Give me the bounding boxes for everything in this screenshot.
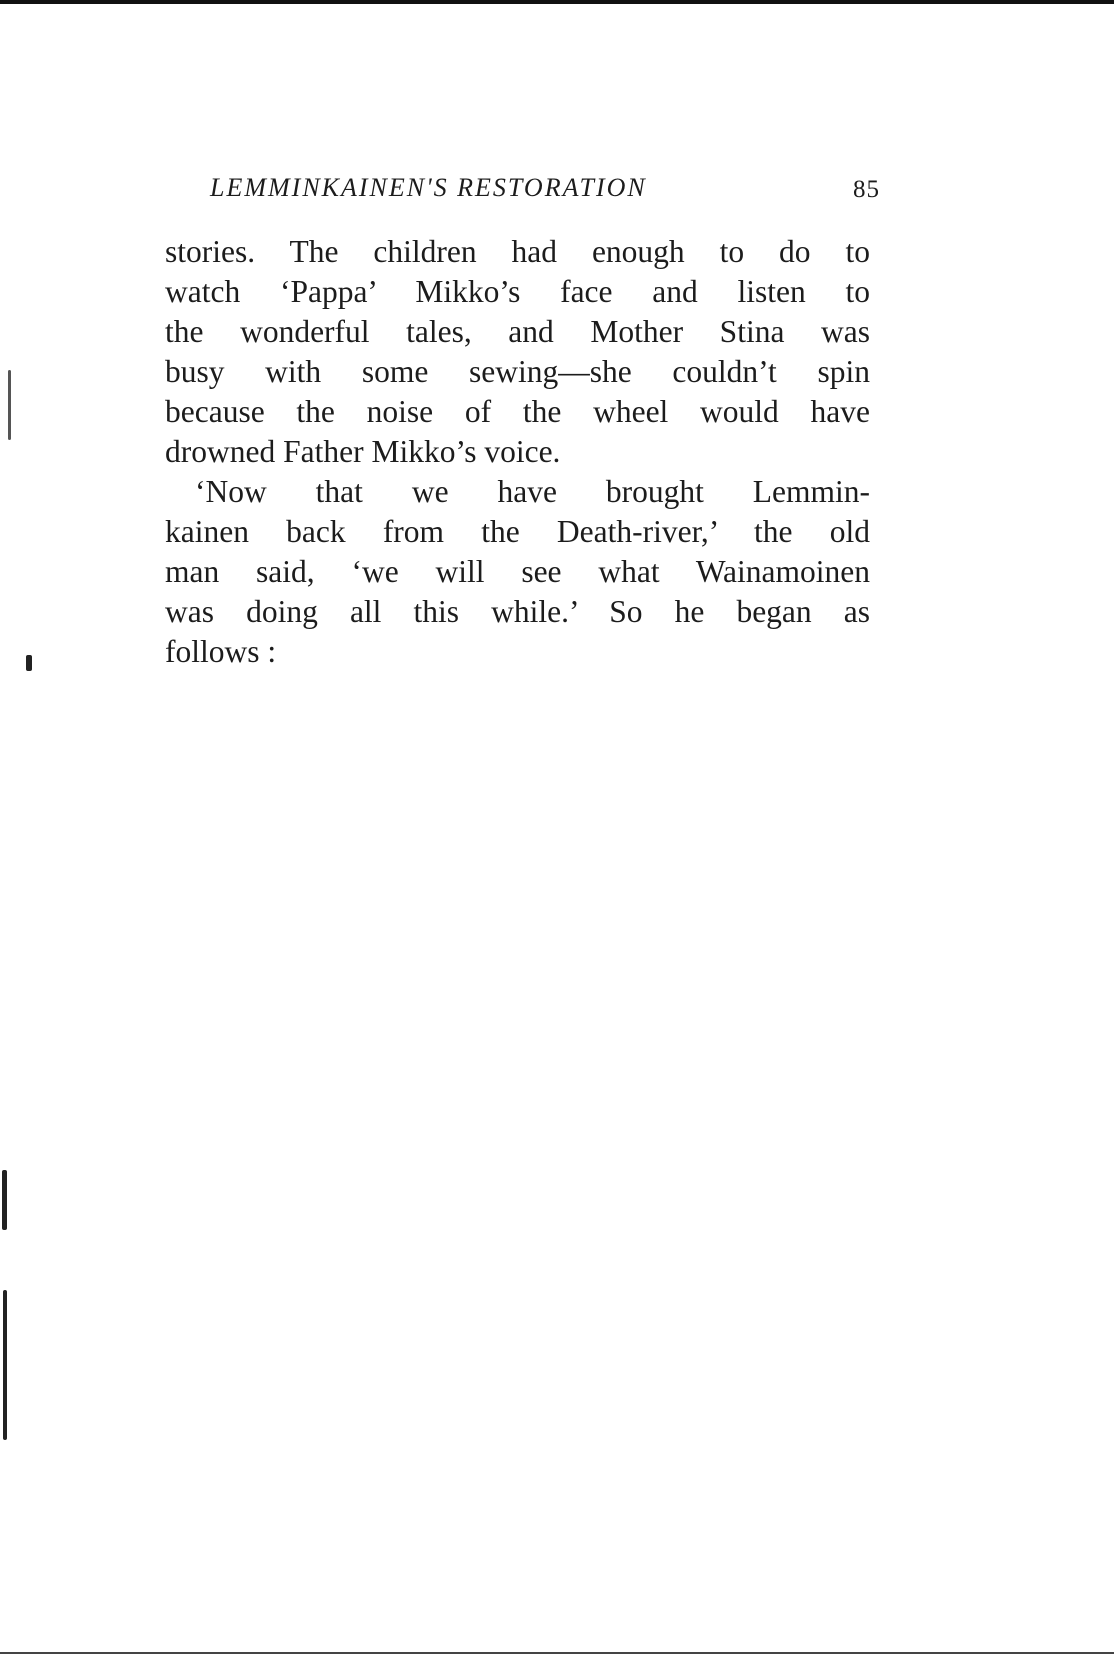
text-line: man said, ‘we will see what Wainamoinen	[165, 554, 870, 589]
text-line: busy with some sewing—she couldn’t spin	[165, 354, 870, 389]
binding-shadow-mark	[3, 1290, 7, 1440]
paragraph	[165, 472, 870, 672]
paragraph	[165, 232, 870, 472]
text-line: was doing all this while.’ So he began as	[165, 594, 870, 629]
running-head	[210, 168, 880, 208]
body-text	[165, 232, 870, 672]
text-line: follows :	[165, 634, 277, 669]
running-head-title: LEMMINKAINEN'S RESTORATION	[210, 173, 647, 202]
text-line: the wonderful tales, and Mother Stina was	[165, 314, 870, 349]
text-line: watch ‘Pappa’ Mikko’s face and listen to	[165, 274, 870, 309]
text-line: ‘Now that we have brought Lemmin-	[195, 474, 870, 509]
bottom-rule	[0, 1652, 1114, 1654]
text-line: because the noise of the wheel would have	[165, 394, 870, 429]
binding-shadow-mark	[8, 370, 11, 440]
top-rule	[0, 0, 1114, 4]
binding-shadow-mark	[26, 655, 32, 671]
text-line: stories. The children had enough to do to	[165, 234, 870, 269]
binding-shadow-mark	[2, 1170, 7, 1230]
text-line: drowned Father Mikko’s voice.	[165, 434, 561, 469]
text-line: kainen back from the Death-river,’ the old	[165, 514, 870, 549]
page-number: 85	[853, 176, 880, 203]
